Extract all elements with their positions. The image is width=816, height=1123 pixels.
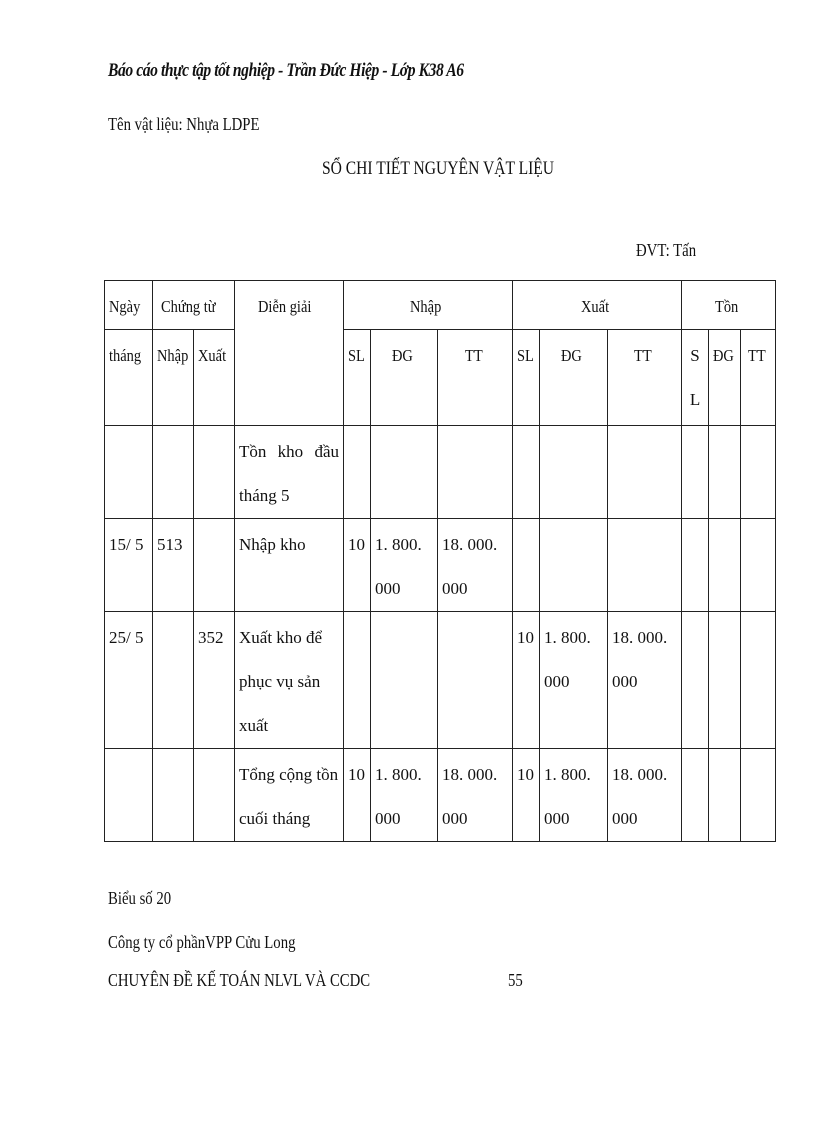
cell-description: Xuất kho để phục vụ sản xuất xyxy=(235,612,344,749)
cell-out-qty xyxy=(513,519,540,612)
material-name: Tên vật liệu: Nhựa LDPE xyxy=(108,114,260,134)
cell-date xyxy=(105,426,153,519)
cell-bal-price xyxy=(709,612,741,749)
cell-voucher-out xyxy=(194,749,235,842)
table-row xyxy=(105,749,776,842)
header-in-price: ĐG xyxy=(371,330,438,426)
cell-in-price: 1. 800. 000 xyxy=(371,749,438,842)
report-header: Báo cáo thực tập tốt nghiệp - Trần Đức Hiệp - Lớp K38 A6 xyxy=(108,60,464,81)
header-in-qty: SL xyxy=(344,330,371,426)
material-ledger-table xyxy=(104,280,776,842)
header-voucher: Chứng từ xyxy=(153,281,235,330)
cell-in-qty: 10 xyxy=(344,749,371,842)
cell-bal-price xyxy=(709,426,741,519)
cell-out-qty xyxy=(513,426,540,519)
cell-out-price xyxy=(540,426,608,519)
header-in: Nhập xyxy=(344,281,513,330)
cell-in-total: 18. 000. 000 xyxy=(438,749,513,842)
header-row-1 xyxy=(105,281,776,330)
company-name: Công ty cổ phầnVPP Cửu Long xyxy=(108,932,296,952)
unit-of-measure: ĐVT: Tấn xyxy=(636,240,697,260)
cell-out-total xyxy=(608,426,682,519)
cell-in-price: 1. 800. 000 xyxy=(371,519,438,612)
cell-bal-total xyxy=(741,519,776,612)
cell-description: Nhập kho xyxy=(235,519,344,612)
cell-in-price xyxy=(371,426,438,519)
cell-out-qty: 10 xyxy=(513,749,540,842)
cell-in-price xyxy=(371,612,438,749)
cell-in-qty xyxy=(344,612,371,749)
cell-out-price xyxy=(540,519,608,612)
cell-in-qty xyxy=(344,426,371,519)
cell-in-qty: 10 xyxy=(344,519,371,612)
cell-out-total: 18. 000. 000 xyxy=(608,749,682,842)
cell-bal-total xyxy=(741,426,776,519)
page-number: 55 xyxy=(508,970,523,990)
cell-bal-qty xyxy=(682,612,709,749)
header-out-price: ĐG xyxy=(540,330,608,426)
cell-bal-qty xyxy=(682,426,709,519)
header-in-total: TT xyxy=(438,330,513,426)
cell-out-qty: 10 xyxy=(513,612,540,749)
cell-voucher-in xyxy=(153,612,194,749)
cell-out-total xyxy=(608,519,682,612)
cell-bal-price xyxy=(709,749,741,842)
cell-in-total xyxy=(438,426,513,519)
cell-date: 25/ 5 xyxy=(105,612,153,749)
cell-bal-price xyxy=(709,519,741,612)
cell-in-total xyxy=(438,612,513,749)
header-out-qty: SL xyxy=(513,330,540,426)
header-description: Diễn giải xyxy=(235,281,344,426)
cell-voucher-out: 352 xyxy=(194,612,235,749)
table-row xyxy=(105,612,776,749)
cell-bal-qty xyxy=(682,749,709,842)
cell-out-price: 1. 800. 000 xyxy=(540,749,608,842)
cell-voucher-in xyxy=(153,426,194,519)
cell-description: Tổng cộng tồn cuối tháng xyxy=(235,749,344,842)
header-balance: Tồn xyxy=(682,281,776,330)
cell-voucher-in: 513 xyxy=(153,519,194,612)
cell-voucher-out xyxy=(194,519,235,612)
cell-out-price: 1. 800. 000 xyxy=(540,612,608,749)
header-row-2 xyxy=(105,330,776,426)
cell-bal-qty xyxy=(682,519,709,612)
table-row xyxy=(105,519,776,612)
header-out: Xuất xyxy=(513,281,682,330)
cell-description: Tồn kho đầu tháng 5 xyxy=(235,426,344,519)
cell-date: 15/ 5 xyxy=(105,519,153,612)
header-date-1: Ngày xyxy=(105,281,153,330)
header-bal-qty: S L xyxy=(682,330,709,426)
header-bal-total: TT xyxy=(741,330,776,426)
header-date-2: tháng xyxy=(105,330,153,426)
topic-footer: CHUYÊN ĐỀ KẾ TOÁN NLVL VÀ CCDC xyxy=(108,970,371,990)
form-number: Biểu số 20 xyxy=(108,888,172,908)
header-voucher-out: Xuất xyxy=(194,330,235,426)
cell-voucher-in xyxy=(153,749,194,842)
table-row xyxy=(105,426,776,519)
cell-voucher-out xyxy=(194,426,235,519)
cell-in-total: 18. 000. 000 xyxy=(438,519,513,612)
page-title: SỔ CHI TIẾT NGUYÊN VẬT LIỆU xyxy=(321,158,555,179)
header-out-total: TT xyxy=(608,330,682,426)
cell-out-total: 18. 000. 000 xyxy=(608,612,682,749)
cell-date xyxy=(105,749,153,842)
header-bal-price: ĐG xyxy=(709,330,741,426)
header-voucher-in: Nhập xyxy=(153,330,194,426)
cell-bal-total xyxy=(741,749,776,842)
cell-bal-total xyxy=(741,612,776,749)
